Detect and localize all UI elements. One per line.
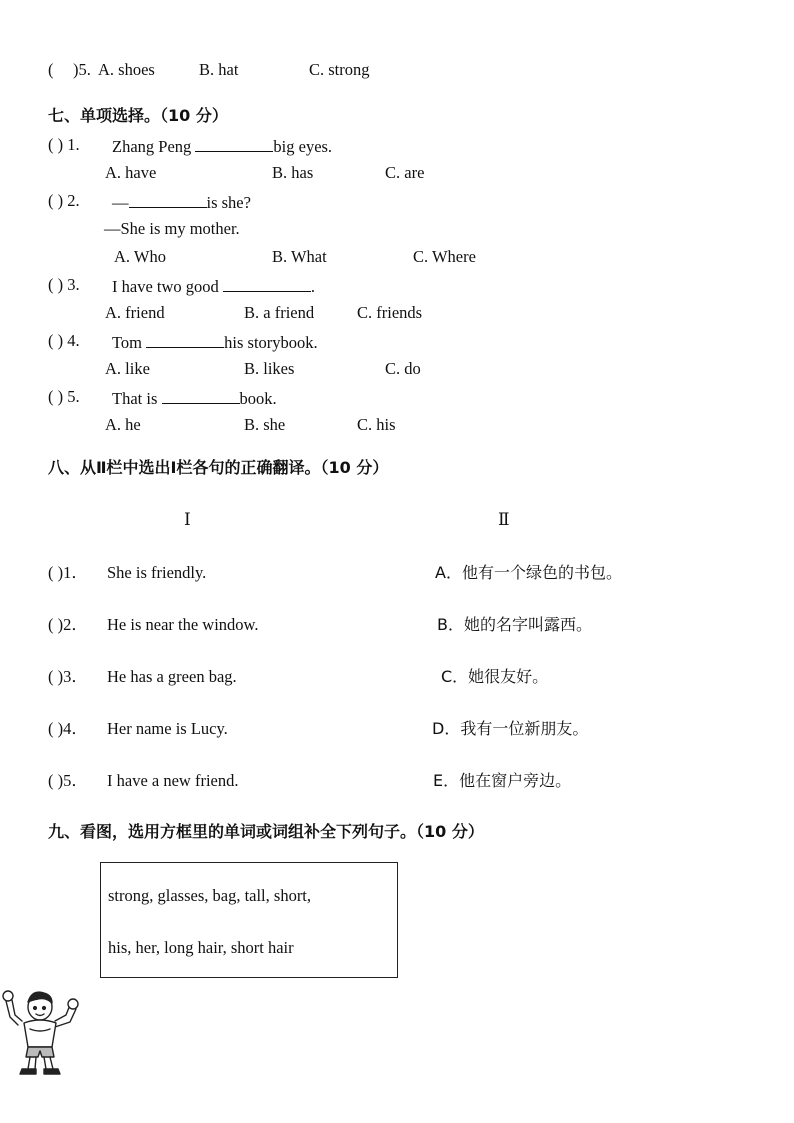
section-9-heading: 九、看图，选用方框里的单词或词组补全下列句子。（10 分） [48,822,484,841]
word-box [100,862,398,978]
question-text: — is she? [112,193,251,212]
option-c: C. Where [413,247,476,266]
option-b: B. likes [244,359,295,378]
match-number: ( )2． [48,615,88,634]
answer-paren: ( [48,60,54,79]
answer-blank [195,137,273,152]
option-a: A. friend [105,303,165,322]
match-number: ( )3． [48,667,88,686]
strong-boy-illustration [0,985,82,1077]
question-number: ( ) 3. [48,275,80,294]
option-b: B. she [244,415,286,434]
option-c: C. are [385,163,425,182]
answer-blank [146,333,224,348]
answer-blank [162,389,240,404]
question-text: I have two good . [112,277,316,296]
option-a: A. Who [114,247,166,266]
match-chinese: D．我有一位新朋友。 [432,719,589,738]
question-number: )5. [73,60,91,79]
question-text: Zhang Peng big eyes. [112,137,333,156]
option-b: B. hat [199,60,239,79]
section-7-heading: 七、单项选择。（10 分） [48,106,228,125]
section-8-heading: 八、从Ⅱ栏中选出Ⅰ栏各句的正确翻译。（10 分） [48,458,389,477]
question-number: ( ) 4. [48,331,80,350]
word-box-line-1: strong, glasses, bag, tall, short, [108,886,312,905]
option-b: B. What [272,247,327,266]
match-chinese: C．她很友好。 [441,667,549,686]
answer-blank [223,277,311,292]
match-number: ( )4． [48,719,88,738]
option-b: B. a friend [244,303,315,322]
option-c: C. strong [309,60,370,79]
match-english: Her name is Lucy. [107,719,228,738]
option-a: A. like [105,359,150,378]
option-a: A. have [105,163,157,182]
option-c: C. his [357,415,396,434]
option-b: B. has [272,163,314,182]
match-english: He has a green bag. [107,667,237,686]
question-number: ( ) 2. [48,191,80,210]
option-a: A. he [105,415,141,434]
question-text: Tom his storybook. [112,333,318,352]
word-box-line-2: his, her, long hair, short hair [108,938,294,957]
question-number: ( ) 5. [48,387,80,406]
answer-blank [129,193,207,208]
question-text: That is book. [112,389,277,408]
match-english: He is near the window. [107,615,259,634]
match-chinese: B．她的名字叫露西。 [437,615,592,634]
question-reply: —She is my mother. [104,219,240,238]
match-chinese: E．他在窗户旁边。 [433,771,572,790]
match-number: ( )1． [48,563,88,582]
question-number: ( ) 1. [48,135,80,154]
option-a: A. shoes [98,60,155,79]
column-2-label: Ⅱ [498,510,510,530]
option-c: C. friends [357,303,423,322]
option-c: C. do [385,359,421,378]
match-number: ( )5． [48,771,88,790]
match-english: I have a new friend. [107,771,239,790]
column-1-label: Ⅰ [184,510,191,530]
match-chinese: A．他有一个绿色的书包。 [435,563,622,582]
match-english: She is friendly. [107,563,207,582]
